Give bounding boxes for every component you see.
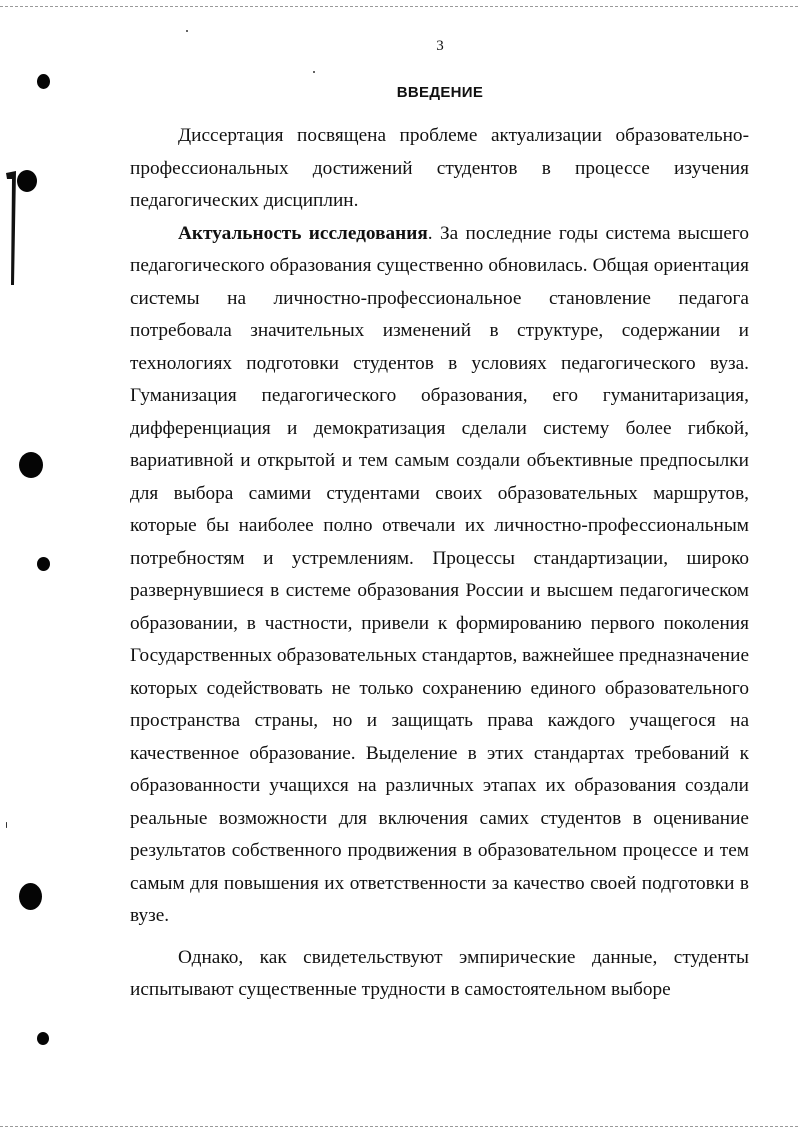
punch-hole-5 xyxy=(19,883,42,910)
punch-hole-6 xyxy=(37,1032,49,1045)
punch-hole-3 xyxy=(19,452,43,478)
paragraph-however: Однако, как свидетельствуют эмпирические данные, студенты испытывают существенные трудности в самостоятельном выборе xyxy=(130,946,749,1000)
binder-mark xyxy=(4,165,20,285)
scan-edge-top xyxy=(0,6,798,7)
scan-speck xyxy=(186,30,188,32)
punch-hole-1 xyxy=(37,74,50,89)
relevance-lead: Актуальность исследования xyxy=(178,222,428,244)
punch-hole-4 xyxy=(37,557,50,571)
page-number: 3 xyxy=(436,38,444,54)
scan-speck xyxy=(6,822,7,828)
paragraph-intro: Диссертация посвящена проблеме актуализации образовательно-профессиональных достижений студентов в процессе изучения педагогических дисциплин. xyxy=(130,125,749,211)
punch-hole-2 xyxy=(17,170,37,192)
body-text xyxy=(130,120,749,1007)
scan-edge-bottom xyxy=(0,1126,798,1127)
scan-speck xyxy=(313,71,315,73)
paragraph-relevance xyxy=(130,218,749,933)
section-heading: ВВЕДЕНИЕ xyxy=(396,84,484,101)
relevance-body: . За последние годы система высшего педагогического образования существенно обновилась. Общая ориентация системы на личностно-профессиональное становление педагога потребовала значительных изменений в структуре, содержании и технологиях подготовки студентов в условиях педагогического вуза. Гуманизация педагогического образования, его гуманитаризация, дифференциация и демократизация сделали систему более гибкой, вариативной и открытой и тем самым создали объективные предпосылки для выбора самими студентами своих образовательных маршрутов, которые бы наиболее полно отвечали их личностно-профессиональным потребностям и устремлениям. Процессы стандартизации, широко развернувшиеся в системе образования России и высшем педагогическом образовании, в частности, привели к формированию первого поколения Государственных образовательных стандартов, важнейшее предназначение которых содействовать не только сохранению единого образовательного пространства страны, но и защищать права каждого учащегося на качественное образование. Выделение в этих стандартах требований к образованности учащихся на различных этапах их образования создали реальные возможности для включения самих студентов в оценивание результатов собственного продвижения в образовательном процессе и тем самым для повышения их ответственности за качество своей подготовки в вузе. xyxy=(130,222,749,926)
